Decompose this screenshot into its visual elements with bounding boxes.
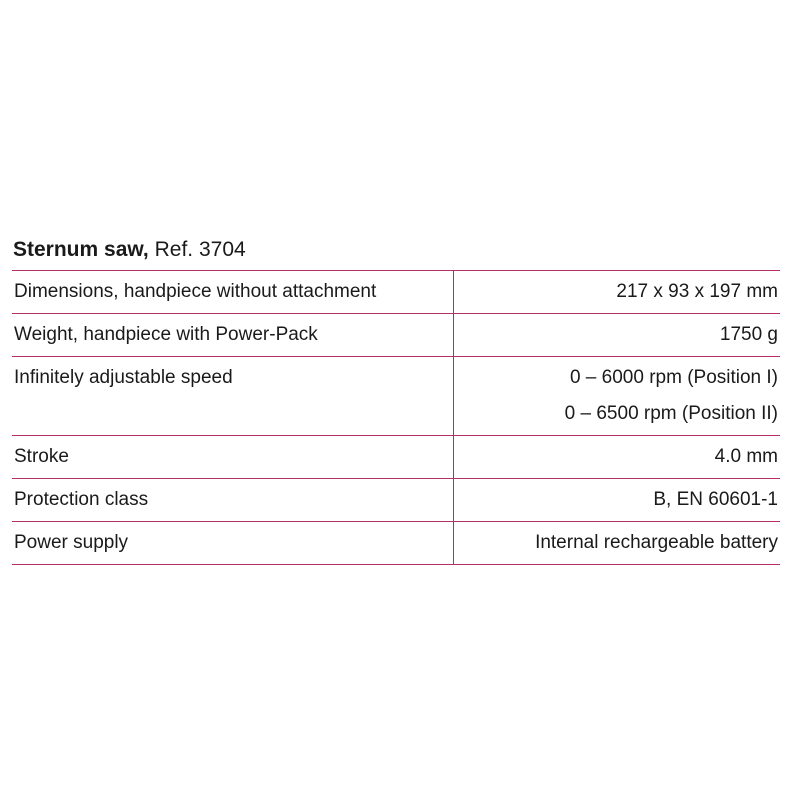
row-value: Internal rechargeable battery (454, 522, 781, 565)
row-value: 1750 g (454, 314, 781, 357)
spec-heading (13, 232, 246, 268)
specification-table (12, 270, 780, 565)
reference-number: Ref. 3704 (154, 238, 246, 261)
table-row (12, 479, 780, 522)
table-row (12, 436, 780, 479)
row-value: 0 – 6000 rpm (Position I) 0 – 6500 rpm (Position II) (454, 357, 781, 436)
row-value: 4.0 mm (454, 436, 781, 479)
table-row (12, 271, 780, 314)
row-label: Power supply (12, 522, 454, 565)
table-row (12, 522, 780, 565)
row-label: Weight, handpiece with Power-Pack (12, 314, 454, 357)
row-label: Stroke (12, 436, 454, 479)
row-label: Dimensions, handpiece without attachment (12, 271, 454, 314)
row-value: B, EN 60601-1 (454, 479, 781, 522)
row-label: Infinitely adjustable speed (12, 357, 454, 436)
table-row (12, 314, 780, 357)
row-value: 217 x 93 x 197 mm (454, 271, 781, 314)
row-label: Protection class (12, 479, 454, 522)
table-row (12, 357, 780, 436)
product-name: Sternum saw, (13, 238, 149, 261)
